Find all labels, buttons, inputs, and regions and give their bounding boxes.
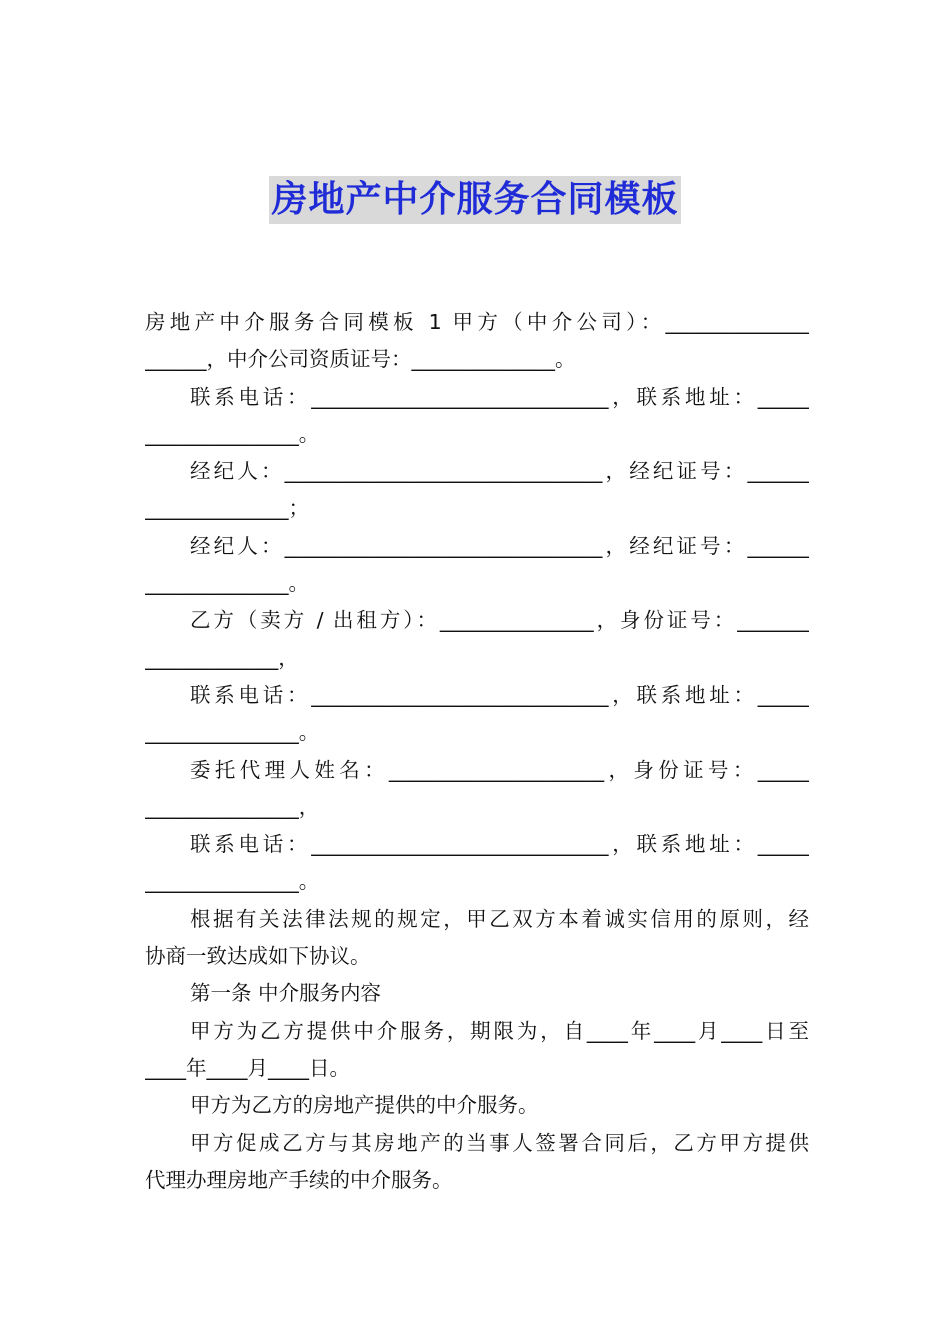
party-a-contact-line: 联系电话：_____________________________，联系地址：_____ bbox=[190, 384, 809, 409]
agent-representative-address-continuation: _______________。 bbox=[145, 869, 320, 894]
document-title: 房地产中介服务合同模板 bbox=[269, 176, 680, 224]
party-b-id-continuation: _____________， bbox=[145, 645, 299, 670]
service-period-continuation: ____年____月____日。 bbox=[145, 1055, 350, 1080]
party-b-line: 乙方（卖方 / 出租方）：_______________，身份证号：_______ bbox=[190, 608, 809, 633]
contract-service-continuation: 代理办理房地产手续的中介服务。 bbox=[145, 1167, 453, 1192]
party-a-qualification-line: ______，中介公司资质证号：______________。 bbox=[145, 347, 576, 372]
party-a-address-continuation: _______________。 bbox=[145, 421, 320, 446]
agent-1-license-continuation: ______________； bbox=[145, 496, 309, 521]
agent-representative-id-continuation: _______________， bbox=[145, 794, 320, 819]
agent-representative-contact-line: 联系电话：_____________________________，联系地址：_____ bbox=[190, 832, 809, 857]
party-a-line: 房地产中介服务合同模板 1 甲方（中介公司）：______________ bbox=[145, 310, 809, 334]
agreement-intro-line: 根据有关法律法规的规定，甲乙双方本着诚实信用的原则，经 bbox=[190, 906, 809, 931]
party-b-address-continuation: _______________。 bbox=[145, 720, 320, 745]
agreement-intro-continuation: 协商一致达成如下协议。 bbox=[145, 944, 371, 969]
agent-2-line: 经纪人：_______________________________，经纪证号：______ bbox=[190, 533, 809, 558]
article-one-heading: 第一条 中介服务内容 bbox=[190, 981, 382, 1006]
document-body bbox=[145, 304, 809, 1199]
service-period-line: 甲方为乙方提供中介服务，期限为，自____年____月____日至 bbox=[190, 1018, 809, 1043]
agent-1-line: 经纪人：_______________________________，经纪证号：______ bbox=[190, 459, 809, 484]
agent-2-license-continuation: ______________。 bbox=[145, 571, 309, 596]
contract-service-line: 甲方促成乙方与其房地产的当事人签署合同后，乙方甲方提供 bbox=[190, 1130, 809, 1155]
title-container bbox=[0, 176, 950, 224]
service-description-line: 甲方为乙方的房地产提供的中介服务。 bbox=[190, 1093, 539, 1118]
party-b-contact-line: 联系电话：_____________________________，联系地址：_____ bbox=[190, 682, 809, 707]
agent-representative-line: 委托代理人姓名：_____________________，身份证号：_____ bbox=[190, 757, 809, 782]
